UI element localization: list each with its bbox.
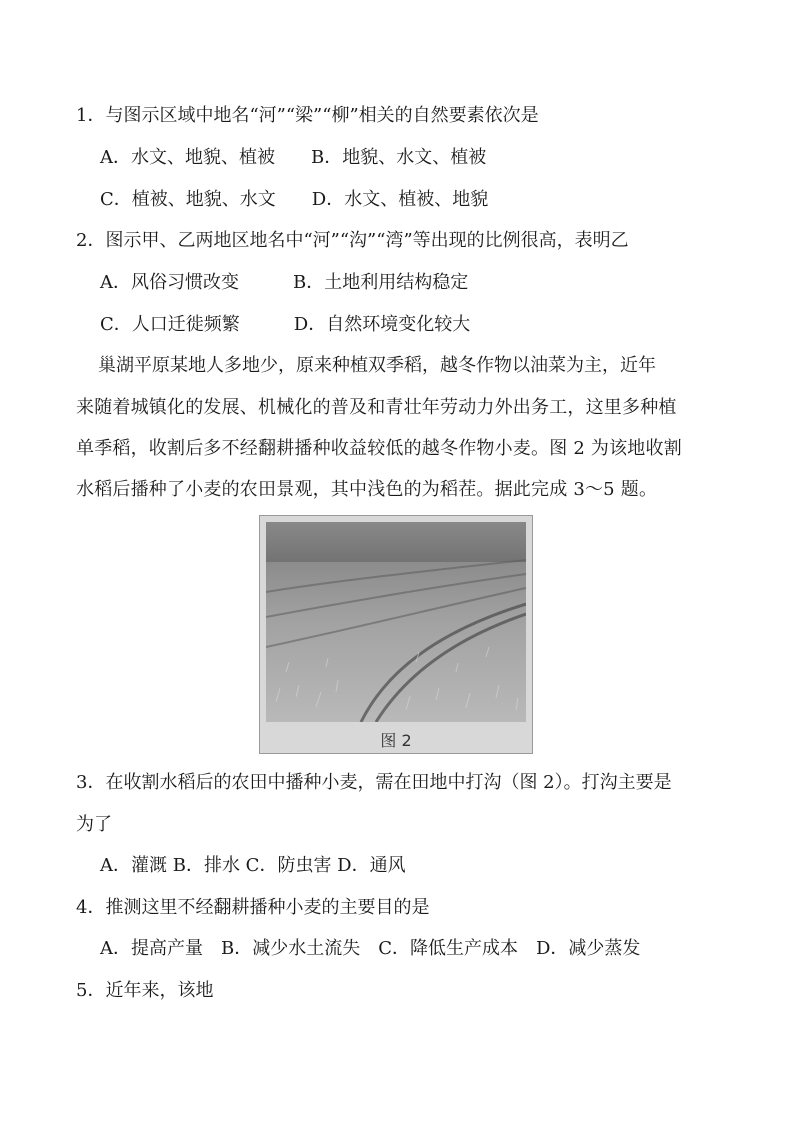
passage-line: 水稻后播种了小麦的农田景观，其中浅色的为稻茬。据此完成 3～5 题。 bbox=[76, 479, 658, 500]
question-5-stem: 5．近年来，该地 bbox=[76, 980, 214, 1001]
figure-2-photo bbox=[259, 515, 533, 754]
question-3-stem-line-2: 为了 bbox=[76, 814, 112, 835]
question-2-stem: 2．图示甲、乙两地区地名中“河”“沟”“湾”等出现的比例很高，表明乙 bbox=[76, 230, 629, 251]
question-2-options-row-2: C．人口迁徙频繁 D．自然环境变化较大 bbox=[100, 314, 471, 335]
field-photo-image bbox=[266, 522, 526, 722]
passage-line: 来随着城镇化的发展、机械化的普及和青壮年劳动力外出务工，这里多种植 bbox=[76, 397, 677, 418]
question-1-options-row-1: A．水文、地貌、植被 B．地貌、水文、植被 bbox=[100, 147, 487, 168]
question-4-stem: 4．推测这里不经翻耕播种小麦的主要目的是 bbox=[76, 897, 430, 918]
question-3-options: A．灌溉 B．排水 C．防虫害 D．通风 bbox=[100, 855, 406, 876]
passage-line: 巢湖平原某地人多地少，原来种植双季稻，越冬作物以油菜为主，近年 bbox=[98, 355, 656, 376]
question-1-stem: 1．与图示区域中地名“河”“梁”“柳”相关的自然要素依次是 bbox=[76, 105, 539, 126]
figure-2-caption: 图 2 bbox=[380, 731, 412, 750]
question-4-options: A．提高产量 B．减少水土流失 C．降低生产成本 D．减少蒸发 bbox=[100, 938, 641, 959]
question-2-options-row-1: A．风俗习惯改变 B．土地利用结构稳定 bbox=[100, 272, 469, 293]
passage-line: 单季稻，收割后多不经翻耕播种收益较低的越冬作物小麦。图 2 为该地收割 bbox=[76, 438, 682, 459]
question-3-stem-line-1: 3．在收割水稻后的农田中播种小麦，需在田地中打沟（图 2）。打沟主要是 bbox=[76, 772, 672, 793]
question-1-options-row-2: C．植被、地貌、水文 D．水文、植被、地貌 bbox=[100, 189, 489, 210]
